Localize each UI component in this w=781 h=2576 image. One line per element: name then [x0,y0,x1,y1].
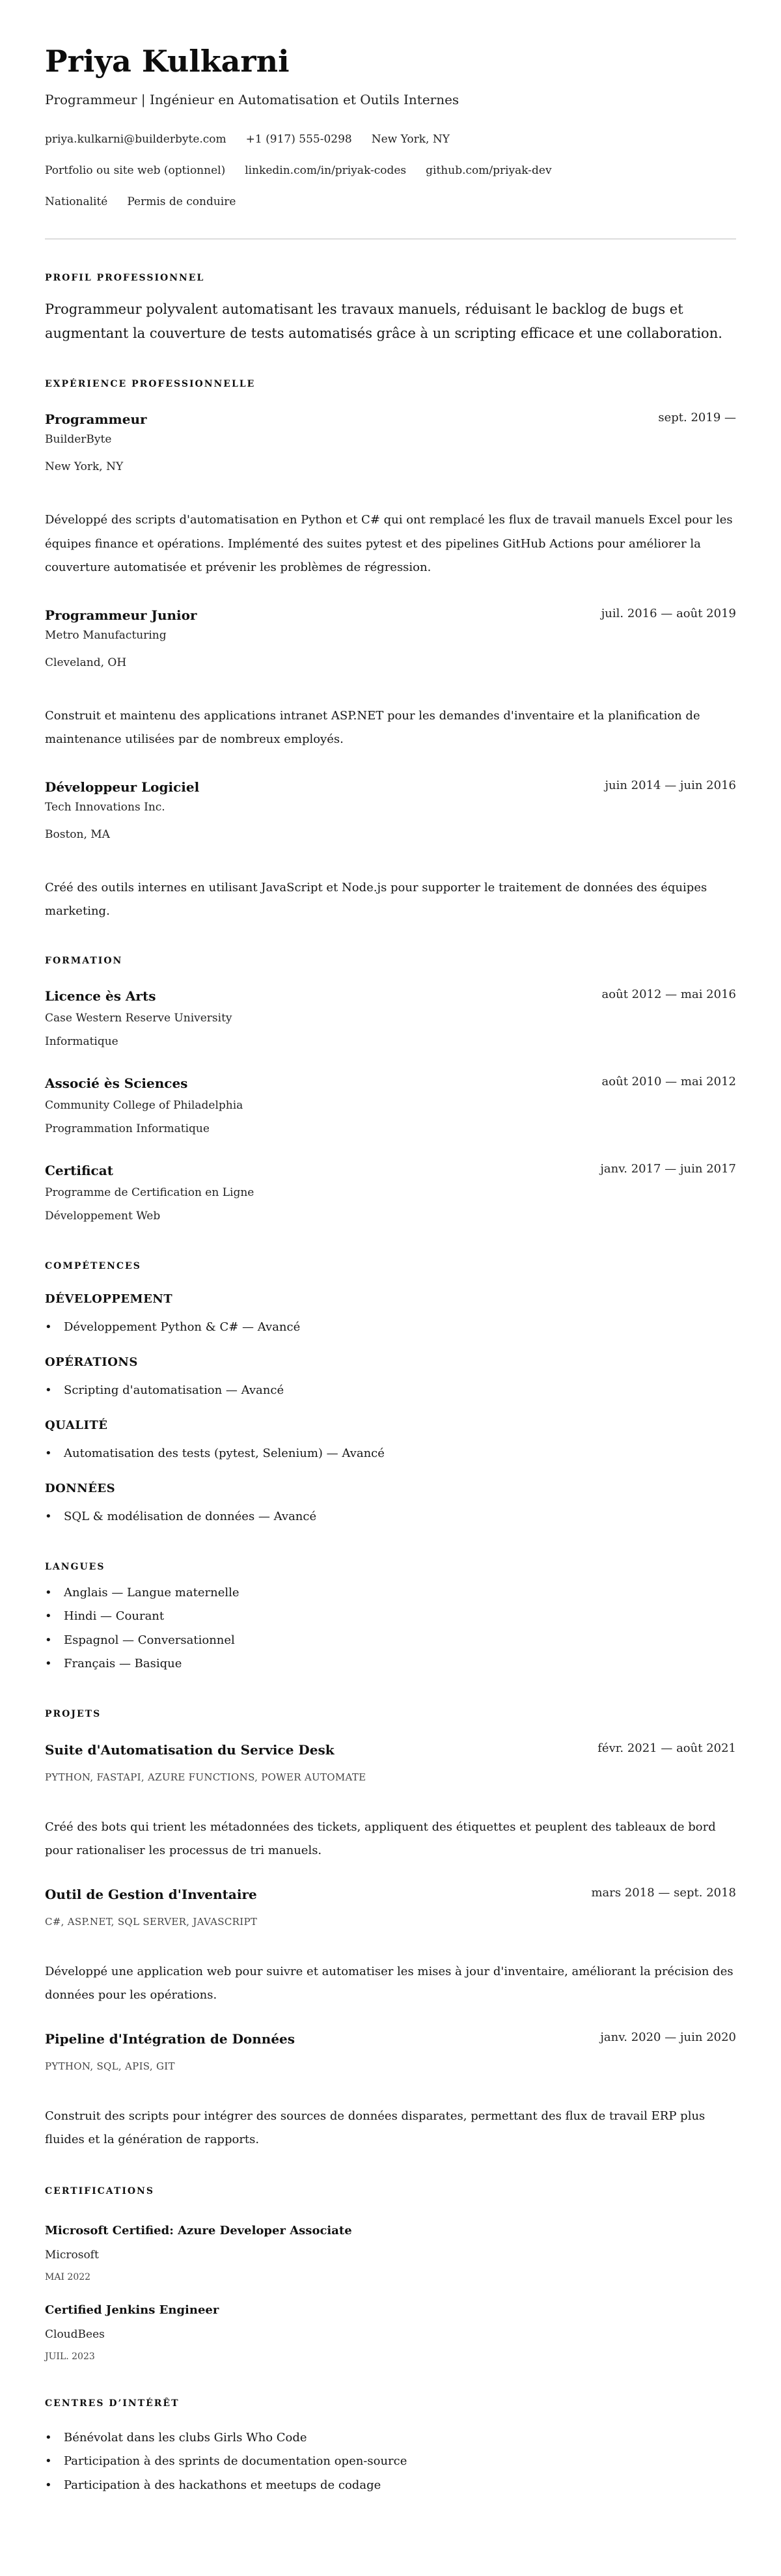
skill-group-name: QUALITÉ [45,1418,108,1432]
entry-dates: juin 2014 — juin 2016 [605,778,736,792]
certification-issuer: Microsoft [45,2248,99,2262]
entry-dates: janv. 2020 — juin 2020 [600,2030,736,2044]
job-location: New York, NY [45,460,124,473]
contact-row [45,161,736,180]
contact-row [45,130,736,148]
skill-list [45,1445,736,1463]
entry-dates: août 2012 — mai 2016 [601,987,736,1001]
nationality: Nationalité [45,195,108,208]
language-item: • Anglais — Langue maternelle [45,1581,736,1605]
entry-header [45,2029,736,2049]
school-name: Community College of Philadelphia [45,1098,243,1112]
entry-title: Développeur Logiciel [45,779,200,795]
entry-title: Certificat [45,1162,113,1178]
entry-title: Outil de Gestion d'Inventaire [45,1886,257,1902]
contact-info [45,130,736,211]
skill-item: • Développement Python & C# — Avancé [45,1318,736,1336]
company-name: Metro Manufacturing [45,628,167,642]
school-name: Case Western Reserve University [45,1011,232,1025]
school-name: Programme de Certification en Ligne [45,1185,254,1199]
entry-dates: juil. 2016 — août 2019 [601,606,736,620]
project-tech-stack: C#, ASP.NET, SQL SERVER, JAVASCRIPT [45,1915,258,1928]
entry-title: Suite d'Automatisation du Service Desk [45,1741,335,1758]
section-heading: PROJETS [45,1708,102,1719]
education-entry [45,1161,736,1225]
phone: +1 (917) 555-0298 [245,133,352,146]
header-divider [45,238,736,240]
job-description: Développé des scripts d'automatisation en Python et C# qui ont remplacé les flux de travail manuels Excel pour les équipes finance et opérations. Implémenté des suites pytest et des pipelines GitHub Actions pour améliorer la couverture automatisée et prévenir les problèmes de régression. [45,513,733,574]
section-heading: EXPÉRIENCE PROFESSIONNELLE [45,379,256,389]
skill-list [45,1381,736,1400]
linkedin-link[interactable]: linkedin.com/in/priyak-codes [245,164,407,177]
language-item: • Hindi — Courant [45,1605,736,1629]
certifications-section [45,2185,736,2364]
entry-header [45,777,736,797]
section-heading: CERTIFICATIONS [45,2185,154,2196]
section-heading: PROFIL PROFESSIONNEL [45,273,205,283]
skill-group-name: DÉVELOPPEMENT [45,1292,173,1306]
interest-list [45,2426,736,2498]
field-of-study: Programmation Informatique [45,1122,210,1135]
project-tech-stack: PYTHON, FASTAPI, AZURE FUNCTIONS, POWER AUTOMATE [45,1771,366,1783]
job-entry [45,409,736,580]
entry-header [45,409,736,429]
entry-title: Pipeline d'Intégration de Données [45,2030,295,2047]
interest-item: • Participation à des hackathons et meetups de codage [45,2474,736,2498]
skill-item: • Scripting d'automatisation — Avancé [45,1381,736,1400]
section-heading: LANGUES [45,1561,105,1572]
job-entry [45,777,736,924]
field-of-study: Développement Web [45,1209,161,1223]
education-section [45,954,736,1225]
project-entry [45,1885,736,2008]
entry-dates: févr. 2021 — août 2021 [597,1741,736,1755]
entry-title: Programmeur Junior [45,607,197,623]
section-heading: COMPÉTENCES [45,1260,141,1271]
candidate-headline: Programmeur | Ingénieur en Automatisation et Outils Internes [45,92,459,107]
candidate-name: Priya Kulkarni [45,44,290,79]
job-entry [45,605,736,752]
language-item: • Espagnol — Conversationnel [45,1629,736,1653]
section-heading: FORMATION [45,955,123,966]
entry-header [45,1885,736,1904]
interest-item: • Bénévolat dans les clubs Girls Who Code [45,2426,736,2450]
interest-item: • Participation à des sprints de documentation open-source [45,2450,736,2474]
skill-group [45,1292,736,1336]
skill-group [45,1481,736,1526]
language-list [45,1581,736,1676]
project-description: Développé une application web pour suivre et automatiser les mises à jour d'inventaire, améliorant la précision des données pour les opérations. [45,1964,733,2002]
project-tech-stack: PYTHON, SQL, APIS, GIT [45,2060,175,2072]
entry-header [45,1740,736,1760]
contact-row [45,193,736,211]
interests-section [45,2397,736,2498]
skill-group-name: OPÉRATIONS [45,1355,138,1369]
language-item: • Français — Basique [45,1652,736,1676]
profile-summary: Programmeur polyvalent automatisant les travaux manuels, réduisant le backlog de bugs et augmentant la couverture de tests automatisés grâce à un scripting efficace et une collaboration. [45,301,722,341]
company-name: BuilderByte [45,433,112,446]
project-entry [45,2029,736,2152]
skill-group-name: DONNÉES [45,1481,116,1495]
education-entry [45,986,736,1051]
certification-date: MAI 2022 [45,2271,91,2282]
email[interactable]: priya.kulkarni@builderbyte.com [45,133,226,146]
entry-dates: août 2010 — mai 2012 [601,1074,736,1088]
entry-title: Programmeur [45,411,147,427]
entry-dates: mars 2018 — sept. 2018 [591,1885,736,1900]
driving-license: Permis de conduire [127,195,236,208]
project-description: Créé des bots qui trient les métadonnées des tickets, appliquent des étiquettes et peuplent des tableaux de bord pour rationaliser les processus de tri manuels. [45,1820,716,1857]
skill-list [45,1318,736,1336]
certification-date: JUIL. 2023 [45,2351,95,2362]
portfolio-link[interactable]: Portfolio ou site web (optionnel) [45,164,226,177]
resume-header [45,42,736,211]
certification-entry [45,2223,736,2284]
entry-header [45,605,736,625]
entry-header [45,1073,736,1093]
entry-title: Associé ès Sciences [45,1075,188,1091]
languages-section [45,1560,736,1676]
skill-list [45,1508,736,1526]
skills-section [45,1260,736,1526]
certification-issuer: CloudBees [45,2327,105,2341]
entry-header [45,1161,736,1180]
project-entry [45,1740,736,1863]
company-name: Tech Innovations Inc. [45,800,165,814]
entry-dates: sept. 2019 — [658,411,736,424]
entry-title: Licence ès Arts [45,988,156,1004]
section-heading: CENTRES D’INTÉRÊT [45,2398,180,2409]
certification-title: Certified Jenkins Engineer [45,2303,219,2317]
entry-header [45,986,736,1006]
field-of-study: Informatique [45,1034,118,1048]
job-description: Créé des outils internes en utilisant JavaScript et Node.js pour supporter le traitement de données des équipes marketing. [45,880,707,918]
entry-dates: janv. 2017 — juin 2017 [600,1161,736,1176]
projects-section [45,1708,736,2152]
job-location: Cleveland, OH [45,656,127,669]
education-entry [45,1073,736,1138]
skill-group [45,1355,736,1400]
experience-section [45,378,736,924]
certification-entry [45,2302,736,2364]
job-description: Construit et maintenu des applications intranet ASP.NET pour les demandes d'inventaire et la planification de maintenance utilisées par de nombreux employés. [45,708,700,746]
project-description: Construit des scripts pour intégrer des sources de données disparates, permettant des flux de travail ERP plus fluides et la génération de rapports. [45,2109,706,2146]
location: New York, NY [371,133,450,146]
github-link[interactable]: github.com/priyak-dev [426,164,552,177]
certification-title: Microsoft Certified: Azure Developer Associate [45,2223,352,2237]
job-location: Boston, MA [45,827,110,841]
skill-group [45,1418,736,1463]
profile-section [45,271,736,345]
skill-item: • Automatisation des tests (pytest, Selenium) — Avancé [45,1445,736,1463]
skill-item: • SQL & modélisation de données — Avancé [45,1508,736,1526]
